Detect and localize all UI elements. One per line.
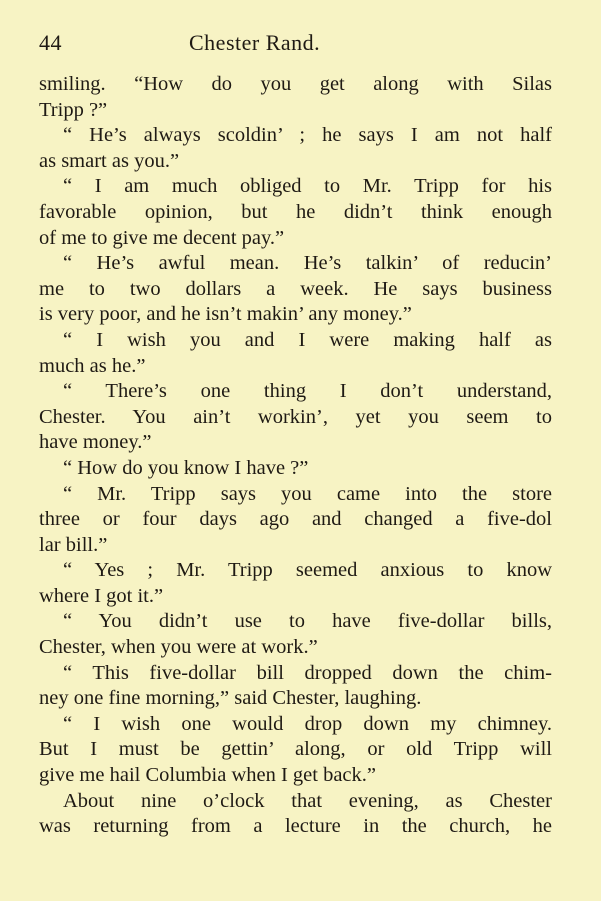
text-line: “ This five-dollar bill dropped down the chim-: [63, 661, 552, 684]
text-line: “ There’s one thing I don’t understand,: [63, 380, 552, 403]
page-header: [39, 30, 559, 60]
text-line: where I got it.”: [39, 584, 164, 607]
text-line: “ I wish you and I were making half as: [63, 328, 552, 351]
text-line: “ How do you know I have ?”: [63, 456, 309, 479]
text-line: of me to give me decent pay.”: [39, 226, 285, 249]
text-line: “ He’s awful mean. He’s talkin’ of reducin’: [63, 252, 552, 275]
text-line: much as he.”: [39, 354, 146, 377]
text-line: is very poor, and he isn’t makin’ any money.”: [39, 303, 412, 326]
text-line: smiling. “How do you get along with Silas: [39, 73, 552, 95]
text-line: “ He’s always scoldin’ ; he says I am not half: [63, 124, 552, 147]
text-line: as smart as you.”: [39, 149, 180, 172]
text-line: “ You didn’t use to have five-dollar bills,: [63, 610, 552, 633]
text-line: “ Mr. Tripp says you came into the store: [63, 482, 552, 505]
text-line: favorable opinion, but he didn’t think enough: [39, 200, 552, 223]
running-head: Chester Rand.: [189, 30, 321, 55]
text-line: lar bill.”: [39, 533, 108, 556]
text-line: About nine o’clock that evening, as Chester: [63, 789, 552, 812]
text-line: Tripp ?”: [39, 98, 108, 121]
text-line: Chester. You ain’t workin’, yet you seem to: [39, 405, 552, 428]
text-line: me to two dollars a week. He says business: [39, 277, 552, 300]
text-line: Chester, when you were at work.”: [39, 636, 318, 659]
text-line: have money.”: [39, 431, 152, 454]
text-line: “ I wish one would drop down my chimney.: [63, 712, 552, 735]
text-line: But I must be gettin’ along, or old Tripp will: [39, 738, 552, 761]
text-line: give me hail Columbia when I get back.”: [39, 764, 377, 787]
text-line: “ I am much obliged to Mr. Tripp for his: [63, 175, 552, 198]
text-line: was returning from a lecture in the church, he: [39, 815, 552, 838]
text-line: three or four days ago and changed a five-dol: [39, 508, 552, 531]
text-line: “ Yes ; Mr. Tripp seemed anxious to know: [63, 559, 552, 582]
page-number: 44: [39, 30, 62, 55]
text-line: ney one fine morning,” said Chester, laughing.: [39, 687, 422, 710]
page-body-text: [39, 72, 552, 840]
